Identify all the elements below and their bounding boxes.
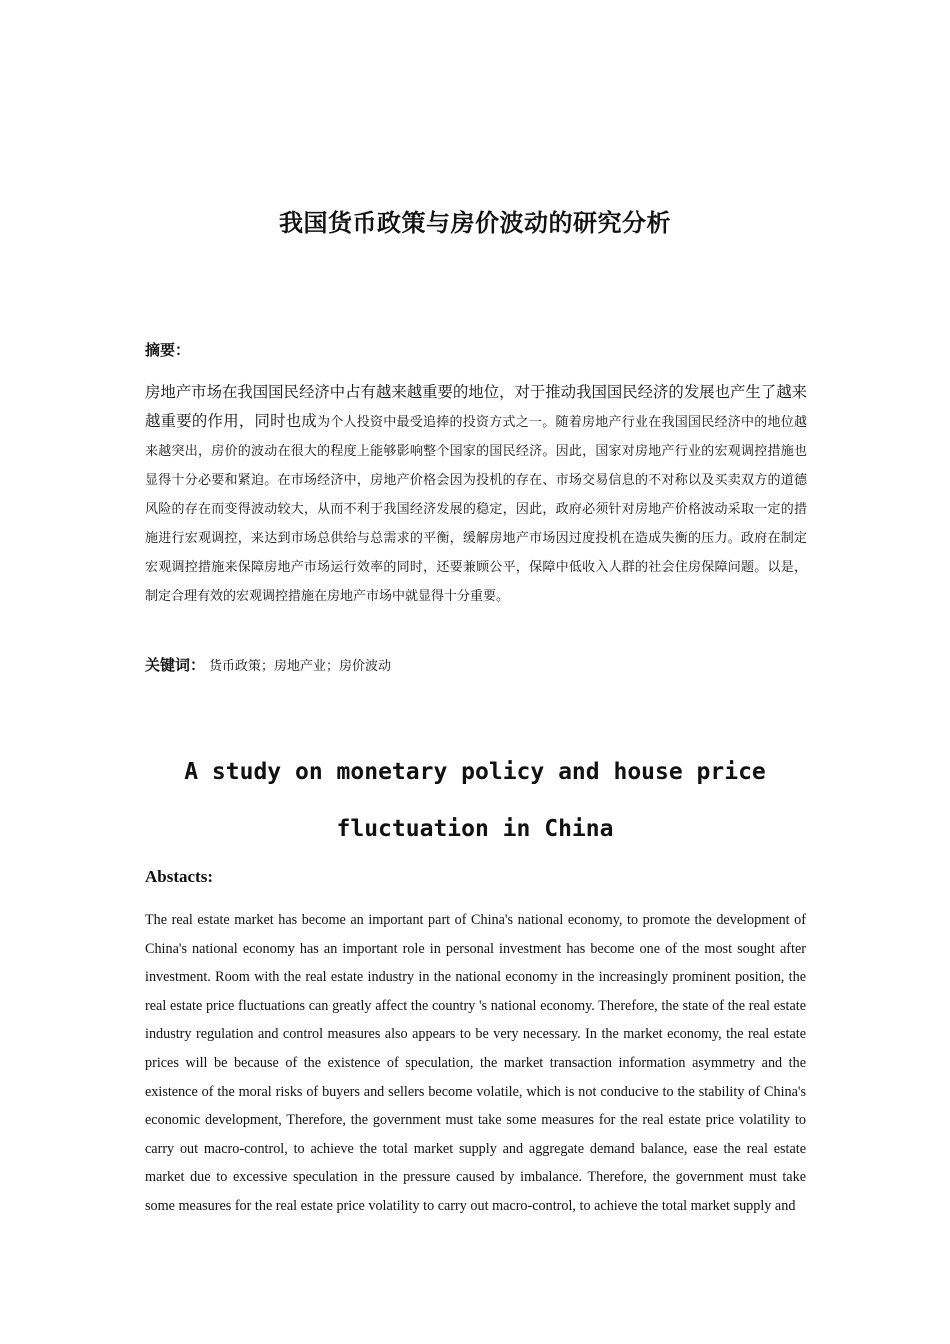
english-title-line-2: fluctuation in China xyxy=(336,816,614,842)
english-title xyxy=(0,744,950,858)
chinese-title: 我国货币政策与房价波动的研究分析 xyxy=(279,209,671,237)
keywords-line xyxy=(145,654,391,675)
english-abstract-heading: Abstacts: xyxy=(145,867,213,886)
keywords-label: 关键词： xyxy=(145,656,206,674)
chinese-abstract-body: 为个人投资中最受追捧的投资方式之一。随着房地产行业在我国国民经济中的地位越来越突出，房价的波动在很大的程度上能够影响整个国家的国民经济。因此，国家对房地产行业的宏观调控措施也显得十分必要和紧迫。在市场经济中，房地产价格会因为投机的存在、市场交易信息的不对称以及买卖双方的道德风险的存在而变得波动较大，从而不利于我国经济发展的稳定，因此，政府必须针对房地产价格波动采取一定的措施进行宏观调控，来达到市场总供给与总需求的平衡，缓解房地产市场因过度投机在造成失衡的压力。政府在制定宏观调控措施来保障房地产市场运行效率的同时，还要兼顾公平，保障中低收入人群的社会住房保障问题。以是，制定合理有效的宏观调控措施在房地产市场中就显得十分重要。 xyxy=(145,415,807,604)
chinese-abstract-heading: 摘要： xyxy=(145,341,191,359)
english-title-line-1: A study on monetary policy and house price xyxy=(184,759,766,785)
keywords-values: 货币政策；房地产业；房价波动 xyxy=(209,659,392,674)
chinese-abstract xyxy=(145,378,807,611)
chinese-abstract-lead: 房地产市场在我国国民经济中占有越来越重要的地位，对于推动我国国民经济的发展也产生了越来越重要的作用，同时也成 xyxy=(145,383,807,430)
english-abstract-body: The real estate market has become an important part of China's national economy, to promote the development of China's national economy has an important role in personal investment has become one of the most sought after investment. Room with the real estate industry in the national economy in the increasingly prominent position, the real estate price fluctuations can greatly affect the country 's national economy. Therefore, the state of the real estate industry regulation and control measures also appears to be very necessary. In the market economy, the real estate prices will be because of the existence of speculation, the market transaction information asymmetry and the existence of the moral risks of buyers and sellers become volatile, which is not conducive to the stability of China's economic development, Therefore, the government must take some measures for the real estate price volatility to carry out macro-control, to achieve the total market supply and aggregate demand balance, ease the real estate market due to excessive speculation in the pressure caused by imbalance. Therefore, the government must take some measures for the real estate price volatility to carry out macro-control, to achieve the total market supply and xyxy=(145,912,806,1214)
